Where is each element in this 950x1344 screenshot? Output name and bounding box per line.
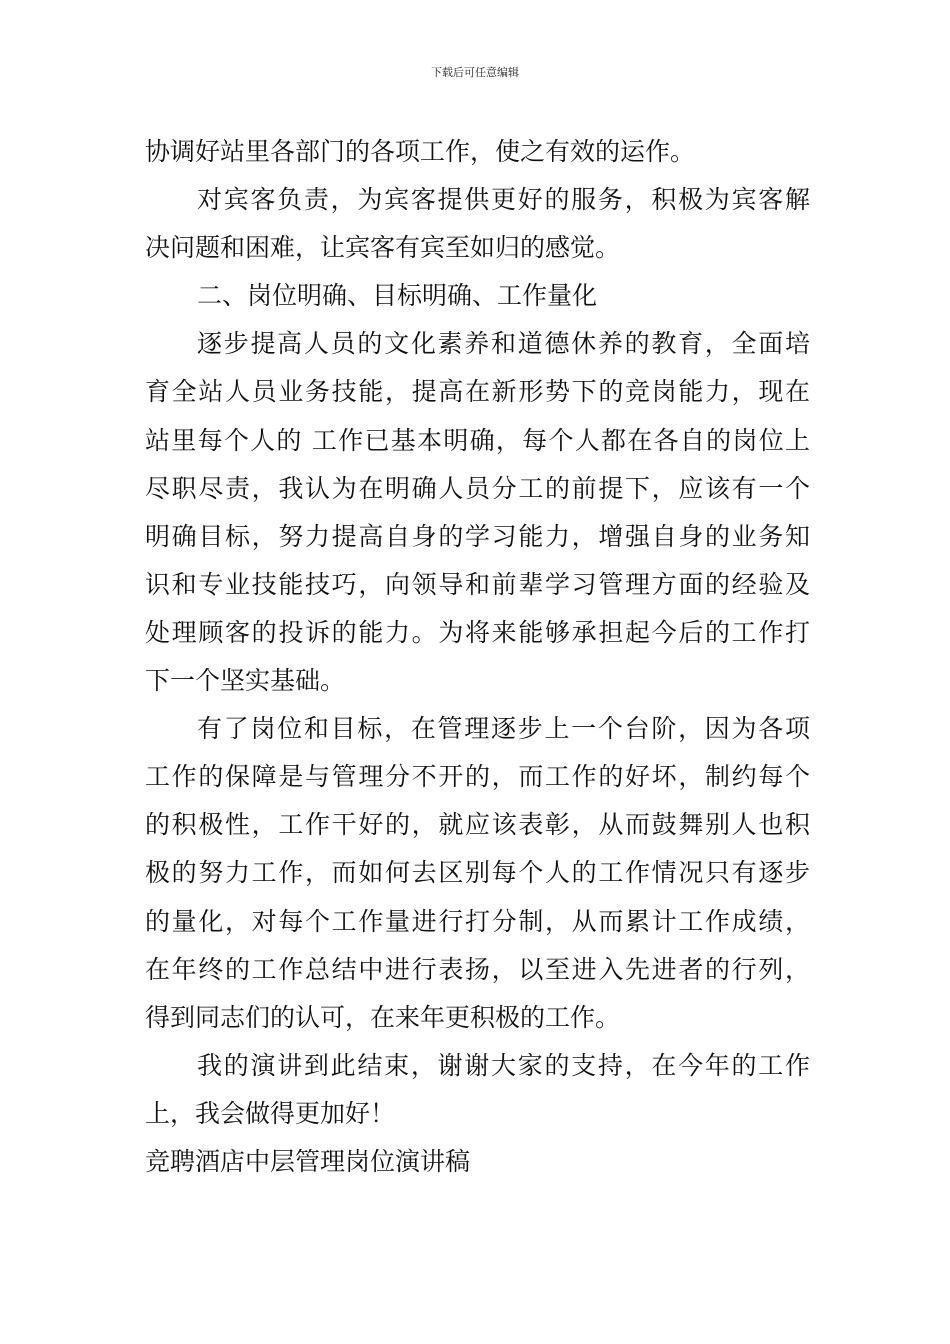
text-line: 工作的保障是与管理分不开的，而工作的好坏，制约每个 [145, 762, 810, 792]
text-line: 得到同志们的认可，在来年更积极的工作。 [145, 1002, 621, 1032]
text-line: 识和专业技能技巧，向领导和前辈学习管理方面的经验及 [145, 569, 810, 599]
document-body [145, 128, 810, 1186]
text-line: 站里每个人的 工作已基本明确，每个人都在各自的岗位上 [145, 425, 810, 455]
text-line: 的积极性，工作干好的，就应该表彰，从而鼓舞别人也积 [145, 810, 810, 840]
text-line: 尽职尽责，我认为在明确人员分工的前提下，应该有一个 [145, 473, 810, 503]
text-line: 上，我会做得更加好！ [145, 1098, 396, 1128]
text-line: 明确目标，努力提高自身的学习能力，增强自身的业务知 [145, 521, 810, 551]
text-line: 有了岗位和目标，在管理逐步上一个台阶，因为各项 [197, 714, 810, 744]
text-line: 极的努力工作，而如何去区别每个人的工作情况只有逐步 [145, 858, 810, 888]
text-line: 在年终的工作总结中进行表扬，以至进入先进者的行列， [145, 954, 810, 984]
text-line: 育全站人员业务技能，提高在新形势下的竞岗能力，现在 [145, 377, 810, 407]
text-line: 处理顾客的投诉的能力。为将来能够承担起今后的工作打 [145, 617, 810, 647]
text-line: 我的演讲到此结束，谢谢大家的支持，在今年的工作 [197, 1050, 810, 1080]
text-line: 下一个坚实基础。 [145, 666, 346, 696]
text-line: 协调好站里各部门的各项工作，使之有效的运作。 [145, 137, 696, 166]
section-heading: 二、岗位明确、目标明确、工作量化 [197, 281, 598, 311]
text-line: 逐步提高人员的文化素养和道德休养的教育，全面培 [197, 329, 810, 359]
page-header: 下载后可任意编辑 [431, 66, 519, 79]
text-line: 的量化，对每个工作量进行打分制，从而累计工作成绩， [145, 906, 810, 936]
text-line: 对宾客负责，为宾客提供更好的服务，积极为宾客解 [197, 185, 810, 215]
document-title: 竞聘酒店中层管理岗位演讲稿 [145, 1146, 471, 1176]
text-line: 决问题和困难，让宾客有宾至如归的感觉。 [145, 233, 621, 263]
